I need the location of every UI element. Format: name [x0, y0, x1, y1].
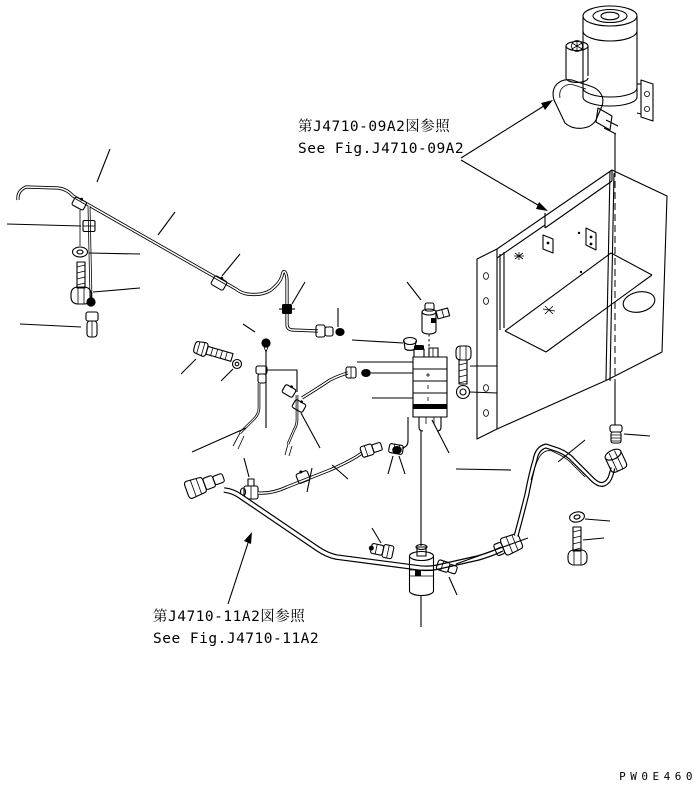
- sleeve-fitting: [610, 425, 622, 443]
- cup-washer: [404, 338, 417, 351]
- big-lower-hose: [184, 469, 524, 568]
- ref-top-jp-text: 第J4710-09A2図参照: [298, 119, 451, 135]
- leader-line: [352, 340, 403, 343]
- stamp-mark: [543, 306, 555, 314]
- leader-line: [407, 282, 421, 300]
- leader-line: [388, 456, 393, 474]
- port-fitting: [414, 345, 438, 357]
- washer: [73, 247, 88, 257]
- pipe-clamp: [292, 397, 308, 412]
- pump-housing: [553, 80, 618, 134]
- leader-line: [624, 434, 650, 436]
- arrowhead-hose: [244, 532, 252, 544]
- bolt: [568, 527, 587, 565]
- manifold-assembly: [352, 282, 497, 546]
- leader-line: [243, 324, 255, 332]
- leader-line: [93, 288, 140, 292]
- sleeve-fitting: [86, 312, 98, 337]
- box-tab: [543, 228, 596, 253]
- bolt: [456, 346, 471, 384]
- pipe-clamp: [282, 382, 298, 397]
- leader-to-pump: [461, 104, 547, 158]
- elbow-fitting: [368, 541, 395, 559]
- leader-line: [222, 254, 240, 276]
- washer: [457, 386, 470, 399]
- leader-line: [244, 458, 249, 477]
- leader-line: [585, 519, 610, 521]
- stamp-mark: [514, 252, 524, 260]
- leader-line: [449, 577, 457, 595]
- leader-line: [372, 528, 381, 543]
- leader-line: [97, 149, 110, 182]
- plug: [392, 446, 402, 454]
- plug: [335, 328, 344, 336]
- leader-line: [583, 538, 604, 540]
- ref-bottom-jp-text: 第J4710-11A2図参照: [153, 609, 306, 625]
- filter-cylinder-assembly: [368, 528, 528, 627]
- sleeve-fitting: [256, 366, 267, 383]
- grommet: [261, 338, 270, 347]
- reference-label-top: [298, 100, 553, 211]
- pump-motor-assembly: [553, 6, 653, 134]
- leader-line: [292, 282, 305, 304]
- upper-small-hose: [241, 441, 406, 499]
- sleeve-fitting: [316, 325, 333, 337]
- arrowhead-box: [536, 202, 548, 211]
- washer: [233, 360, 242, 369]
- long-pipe: [18, 187, 318, 331]
- leader-line: [221, 369, 233, 381]
- washer: [569, 511, 586, 524]
- leader-line: [7, 224, 81, 226]
- banjo-fitting: [603, 447, 627, 474]
- leader-line: [456, 469, 511, 470]
- box-left-flange: [477, 249, 497, 439]
- steel-pipe-assembly-left: [7, 149, 345, 337]
- pipe-tube: [516, 446, 613, 536]
- ref-top-en-text: See Fig.J4710-09A2: [298, 141, 465, 157]
- valve: [422, 303, 450, 357]
- hose-nut: [184, 469, 227, 499]
- leader-line: [158, 212, 175, 235]
- hose-tube: [224, 490, 502, 568]
- leader-line: [399, 456, 405, 474]
- right-bent-pipe: [456, 425, 650, 565]
- pipe-legs: [233, 383, 297, 456]
- leader-to-box: [461, 160, 543, 208]
- motor-cylinder: [566, 41, 588, 83]
- mid-fittings-cluster: [181, 324, 413, 456]
- plug: [361, 369, 371, 377]
- mount-bracket-plate: [637, 80, 653, 121]
- mounting-bracket-box: [477, 134, 667, 439]
- hose-tube: [258, 453, 362, 493]
- hose-nut: [360, 441, 383, 458]
- leader-line: [20, 324, 81, 327]
- drawing-code: PW0E460: [619, 770, 697, 783]
- connector-line: [402, 417, 408, 448]
- ref-bottom-en-text: See Fig.J4710-11A2: [153, 631, 320, 647]
- arrowhead-pump: [541, 100, 553, 110]
- leader-line: [181, 359, 196, 374]
- pipe-clamp: [279, 304, 295, 314]
- leader-line: [89, 253, 140, 254]
- leader-line: [470, 392, 497, 393]
- leader-to-hose: [228, 540, 249, 604]
- reference-label-bottom: [153, 532, 319, 647]
- leader-line: [266, 370, 297, 392]
- leader-line: [301, 413, 320, 448]
- bolt: [193, 340, 234, 364]
- bolt: [71, 262, 91, 304]
